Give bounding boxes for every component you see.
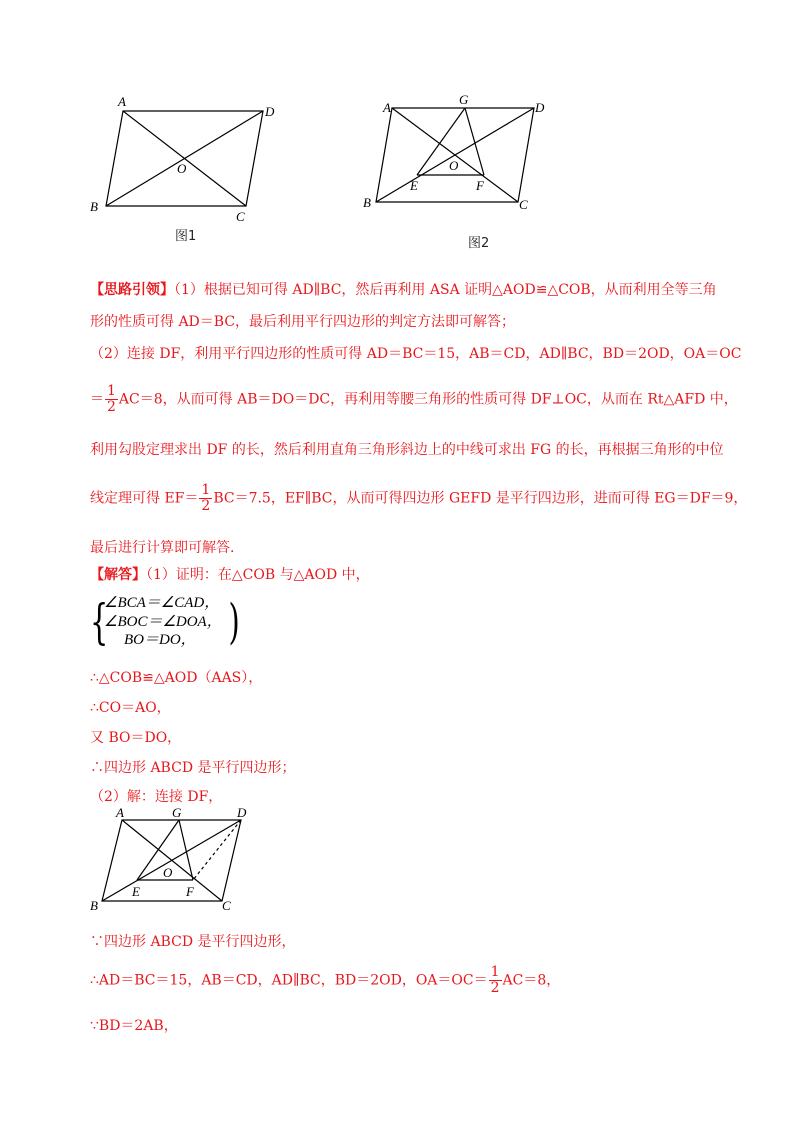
answer-line-1: [90, 564, 370, 584]
hint-title: 【思路引领】: [90, 282, 174, 298]
equation-system: [90, 594, 240, 650]
diagonal-bd: [102, 820, 241, 901]
label-b: B: [90, 898, 98, 913]
answer-part-2: （2）解：连接 DF，: [90, 789, 223, 805]
hint-line-6-pre: 线定理可得 EF＝: [90, 490, 199, 507]
label-g: G: [172, 806, 182, 820]
answer-text-1: （1）证明：在△COB 与△AOD 中，: [146, 567, 370, 583]
label-f: F: [186, 884, 194, 899]
fraction-numerator: 1: [490, 964, 500, 980]
label-o: O: [177, 161, 187, 176]
answer-step-6: [90, 965, 560, 996]
label-a: A: [383, 100, 391, 115]
label-d: D: [265, 104, 275, 119]
figure-3-diagram: [82, 806, 272, 916]
fraction-denominator: 2: [490, 980, 500, 996]
answer-step-3: 又 BO＝DO，: [90, 730, 182, 746]
answer-step-5: ∵四边形 ABCD 是平行四边形，: [90, 934, 296, 950]
hint-line-6-post: BC＝7.5，EF∥BC，从而可得四边形 GEFD 是平行四边形，进而可得 EG＝DF＝9，: [213, 490, 748, 507]
figure-2-diagram: [355, 90, 565, 230]
label-c: C: [222, 898, 231, 913]
label-d: D: [237, 806, 247, 820]
diagonal-bd: [106, 111, 263, 206]
system-rows: [104, 594, 222, 650]
fraction-one-half: [105, 384, 118, 415]
right-brace: ): [228, 594, 240, 650]
hint-line-2: 形的性质可得 AD＝BC，最后利用平行四边形的判定方法即可解答；: [90, 314, 516, 330]
label-b: B: [90, 199, 98, 214]
answer-title: 【解答】: [90, 567, 146, 583]
segment-ge: [137, 820, 179, 880]
label-o: O: [449, 158, 459, 173]
fraction-denominator: 2: [107, 399, 116, 415]
answer-step-4: ∴四边形 ABCD 是平行四边形；: [90, 760, 296, 776]
segment-gf: [179, 820, 193, 880]
hint-line-1: [90, 279, 717, 299]
hint-line-7: 最后进行计算即可解答.: [90, 540, 235, 556]
hint-line-4-post: AC＝8，从而可得 AB＝DO＝DC，再利用等腰三角形的性质可得 DF⊥OC，从而在 Rt△AFD 中，: [118, 391, 738, 408]
figure-1-caption: 图1: [175, 229, 197, 244]
system-row-3: BO＝DO，: [124, 632, 196, 648]
fraction-one-half: [199, 483, 212, 514]
fraction-numerator: 1: [201, 482, 211, 498]
label-f: F: [476, 178, 484, 193]
fraction-one-half: [489, 965, 502, 996]
answer-step-7: ∵BD＝2AB，: [90, 1018, 178, 1034]
hint-line-4-pre: ＝: [90, 391, 104, 408]
fraction-numerator: 1: [107, 383, 116, 399]
answer-step-2: ∴CO＝AO，: [90, 700, 171, 716]
system-row-2: ∠BOC＝∠DOA，: [104, 613, 222, 630]
label-d: D: [535, 100, 545, 115]
left-brace: {: [90, 594, 109, 650]
hint-text-1: （1）根据已知可得 AD∥BC，然后再利用 ASA 证明△AOD≌△COB，从而利用全等三角: [174, 282, 717, 298]
system-row-1: ∠BCA＝∠CAD，: [104, 595, 220, 611]
label-o: O: [163, 865, 173, 880]
label-g: G: [459, 92, 469, 107]
hint-line-6: [90, 483, 747, 514]
answer-step-6-post: AC＝8，: [502, 972, 561, 989]
label-a: A: [118, 94, 126, 109]
label-c: C: [519, 197, 528, 212]
figure-2-caption: 图2: [468, 236, 490, 251]
figure-1-diagram: [80, 90, 290, 230]
fraction-denominator: 2: [201, 498, 211, 514]
label-c: C: [236, 209, 245, 224]
label-b: B: [363, 195, 371, 210]
answer-step-1: ∴△COB≌△AOD（AAS），: [90, 670, 263, 686]
hint-line-3: （2）连接 DF，利用平行四边形的性质可得 AD＝BC＝15，AB＝CD，AD∥BC，BD＝2OD，OA＝OC: [90, 346, 742, 362]
label-e: E: [410, 178, 418, 193]
hint-line-4: [90, 384, 738, 415]
hint-line-5: 利用勾股定理求出 DF 的长，然后利用直角三角形斜边上的中线可求出 FG 的长，再根据三角形的中位: [90, 442, 724, 458]
label-a: A: [116, 806, 124, 820]
answer-step-6-pre: ∴AD＝BC＝15，AB＝CD，AD∥BC，BD＝2OD，OA＝OC＝: [90, 972, 488, 989]
label-e: E: [132, 884, 140, 899]
